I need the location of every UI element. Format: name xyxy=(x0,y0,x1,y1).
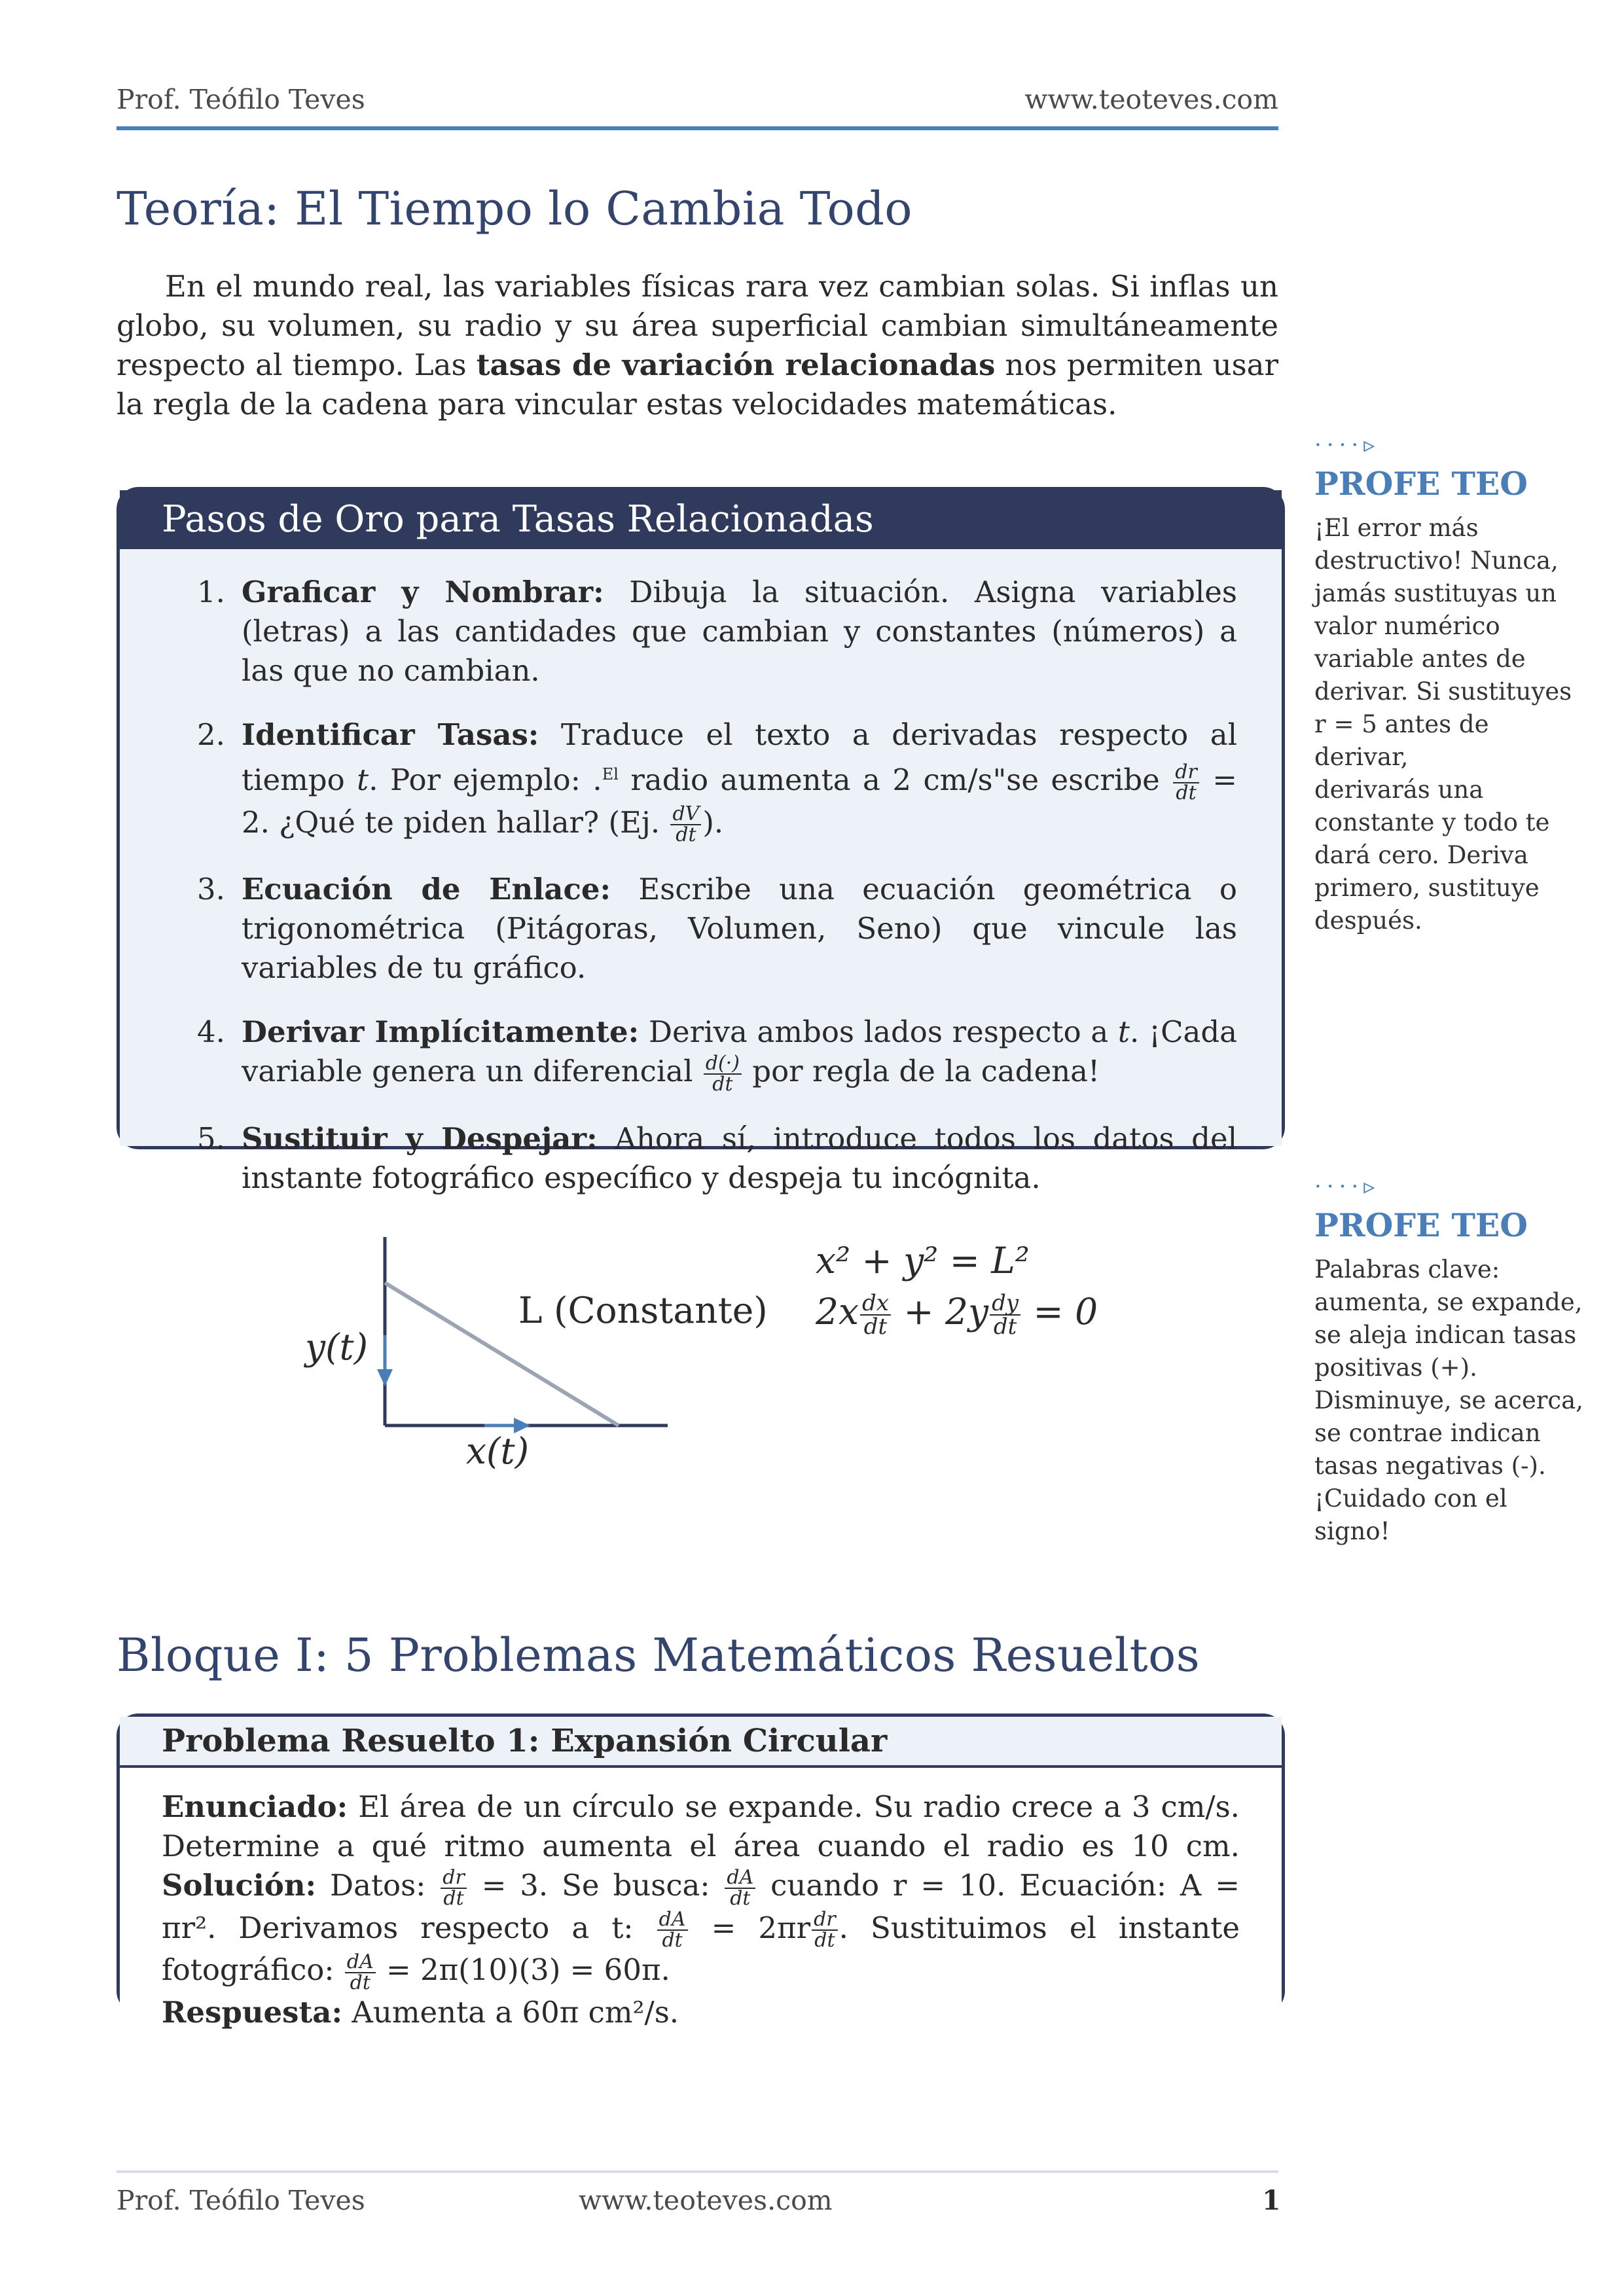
steps-box-body xyxy=(120,549,1282,1195)
sidenote-arrow-icon: ····▹ xyxy=(1314,1174,1380,1200)
step-text: . Por ejemplo: . xyxy=(369,762,602,797)
header-author: Prof. Teófilo Teves xyxy=(117,84,365,115)
steps-list xyxy=(120,549,1282,1198)
step-text: radio aumenta a 2 cm/s"se escribe xyxy=(618,762,1172,797)
equation-2: 2x $\frac{dx}{dt}$ + 2y $\frac{dy}{dt}$ = 0 xyxy=(816,1290,1098,1340)
x-label: x(t) xyxy=(466,1430,530,1472)
step-5 xyxy=(197,1119,1237,1198)
step-text: Escribe una ecuación geométrica o trigonométrica (Pitágoras, Volumen, Seno) que vincule las variables de tu gráfico. xyxy=(242,872,1238,985)
step-text: ). xyxy=(702,804,724,840)
sidenote-body: ¡El error más destructivo! Nunca, jamás sustituyas un valor numérico variable antes de derivar. Si sustituyes r = 5 antes de derivar, derivarás una constante y todo te dará cero. Deriva primero, sustituye después. xyxy=(1314,514,1572,935)
steps-box xyxy=(117,487,1285,1195)
step-num: 4. xyxy=(197,1014,225,1049)
sidenote-body: Palabras clave: aumenta, se expande, se aleja indican tasas positivas (+). Disminuye, se acerca, se contrae indican tasas negativas (-). ¡Cuidado con el signo! xyxy=(1314,1255,1583,1545)
step-bold: Ecuación de Enlace: xyxy=(242,872,611,906)
step-num: 3. xyxy=(197,872,225,906)
step-bold: Identificar Tasas: xyxy=(242,717,539,752)
page-number: 1 xyxy=(1262,2185,1281,2216)
sup-el: El xyxy=(602,765,619,783)
problem-1-body: Enunciado: El área de un círculo se expande. Su radio crece a 3 cm/s. Determine a qué ritmo aumenta el área cuando el radio es 10 cm. Solución: Datos: $\frac{dr}{dt}$ = 3. Se busca: $\frac{dA}{dt}$ cuando r = 10. Ecuación: A = πr². Derivamos respecto a t: $\frac{dA}{dt}$ = 2πr $\frac{dr}{dt}$ . Sustituimos el instante fotográfico: $\frac{dA}{dt}$ = 2π(10)(3) = 60π. Respuesta: Aumenta a 60π cm²/s. xyxy=(120,1768,1282,2032)
step-4 xyxy=(197,1013,1237,1096)
sidenote-title: PROFE TEO xyxy=(1314,465,1528,503)
step-1 xyxy=(197,573,1237,691)
step-num: 2. xyxy=(197,717,225,752)
problem-1-title: Problema Resuelto 1: Expansión Circular xyxy=(120,1717,1282,1768)
y-arrow-head-icon xyxy=(377,1369,393,1386)
header-rule xyxy=(117,126,1278,130)
sidenote-1 xyxy=(1314,432,1589,937)
fraction: $\frac{d(\cdot)}{dt}$ xyxy=(704,1054,742,1094)
step-text: = 2. ¿Qué te piden hallar? (Ej. xyxy=(242,762,1238,840)
step-text: Traduce el texto a derivadas respecto al tiempo xyxy=(242,717,1237,797)
step-text: Deriva ambos lados respecto a xyxy=(639,1014,1118,1049)
problem-1-box xyxy=(117,1713,1285,2030)
sidenote-2 xyxy=(1314,1174,1589,1548)
footer-website[interactable]: www.teoteves.com xyxy=(579,2185,833,2216)
block-title: Bloque I: 5 Problemas Matemáticos Resueltos xyxy=(117,1628,1200,1682)
step-bold: Sustituir y Despejar: xyxy=(242,1121,598,1156)
steps-box-title: Pasos de Oro para Tasas Relacionadas xyxy=(120,490,1282,549)
var-t: t xyxy=(1117,1014,1130,1049)
step-num: 1. xyxy=(197,575,225,609)
footer-author: Prof. Teófilo Teves xyxy=(117,2185,365,2216)
footer-rule xyxy=(117,2170,1278,2173)
sidenote-arrow-icon: ····▹ xyxy=(1314,432,1380,458)
theory-intro xyxy=(117,267,1278,424)
step-3 xyxy=(197,870,1238,988)
header-website[interactable]: www.teoteves.com xyxy=(1024,84,1278,115)
step-bold: Derivar Implícitamente: xyxy=(242,1014,640,1049)
step-text: . ¡Cada variable genera un diferencial xyxy=(242,1014,1237,1088)
fraction: $\frac{dV}{dt}$ xyxy=(670,804,701,845)
intro-bold: tasas de variación relacionadas xyxy=(476,348,996,382)
step-2 xyxy=(197,715,1238,846)
step-num: 5. xyxy=(197,1121,225,1156)
sidenote-title: PROFE TEO xyxy=(1314,1206,1528,1244)
y-label: y(t) xyxy=(305,1326,369,1368)
step-text: Ahora sí, introduce todos los datos del instante fotográfico específico y despeja tu incógnita. xyxy=(242,1121,1237,1195)
fraction: $\frac{dr}{dt}$ xyxy=(1173,762,1199,803)
var-t: t xyxy=(357,762,369,797)
intro-text-2: nos permiten usar la regla de la cadena para vincular estas velocidades matemáticas. xyxy=(117,348,1279,422)
equation-1: x² + y² = L² xyxy=(816,1240,1030,1282)
intro-text-1: En el mundo real, las variables físicas rara vez cambian solas. Si inflas un globo, su volumen, su radio y su área superficial cambian simultáneamente respecto al tiempo. Las xyxy=(117,269,1278,382)
hypotenuse-label: L (Constante) xyxy=(518,1289,768,1331)
step-text: por regla de la cadena! xyxy=(742,1054,1100,1088)
theory-title: Teoría: El Tiempo lo Cambia Todo xyxy=(117,182,913,236)
step-bold: Graficar y Nombrar: xyxy=(242,575,604,609)
step-text: Dibuja la situación. Asigna variables (letras) a las cantidades que cambian y constantes (números) a las que no cambian. xyxy=(242,575,1237,688)
